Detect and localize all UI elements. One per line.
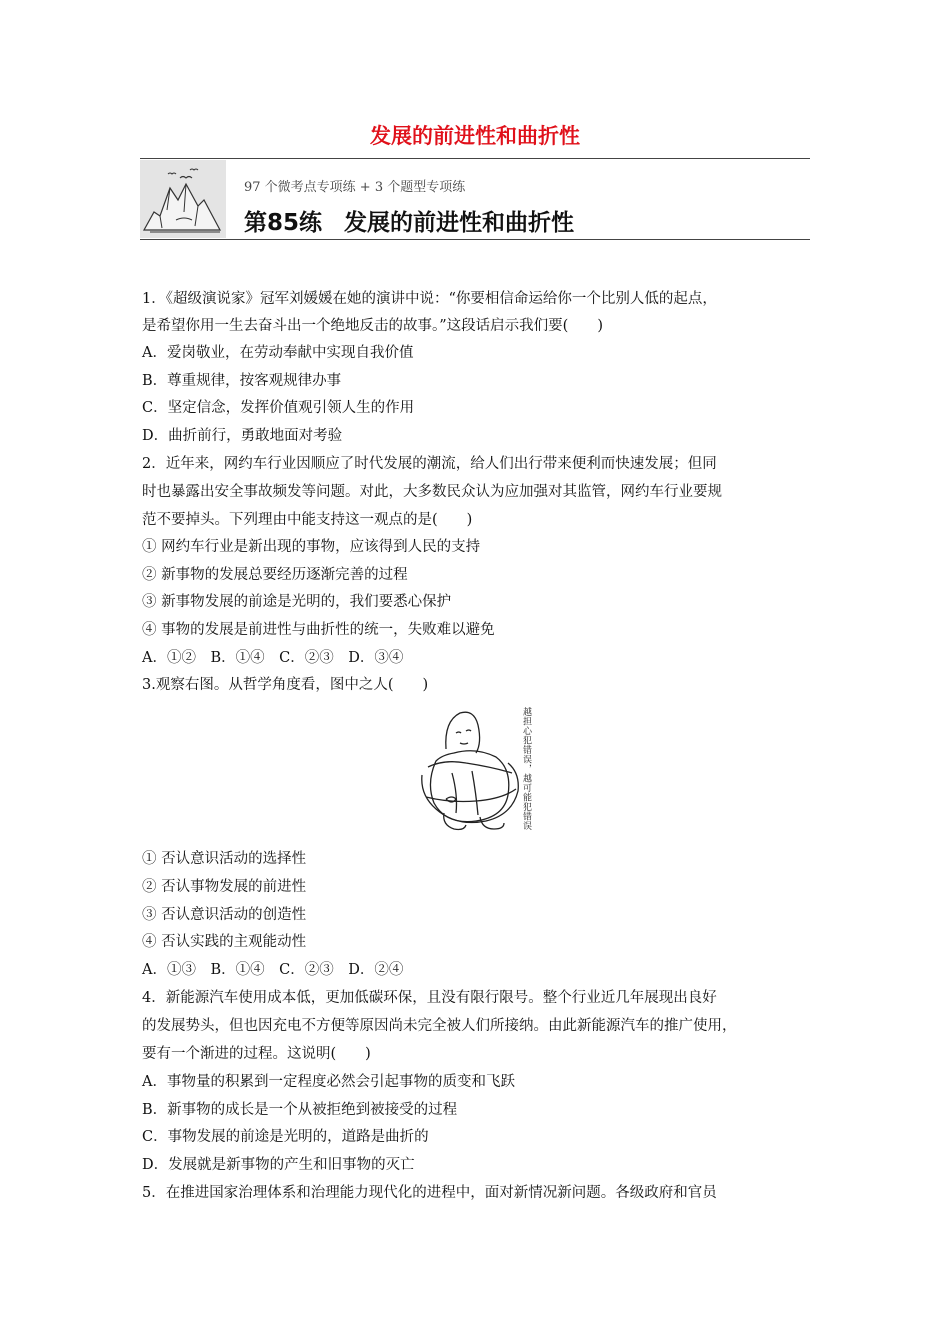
q2-stem-line-3: 范不要掉头。下列理由中能支持这一观点的是( ): [142, 512, 473, 528]
q3-stem: 3.观察右图。从哲学角度看，图中之人( ): [142, 677, 429, 693]
worried-man-cartoon: [416, 703, 540, 839]
q3-item-3: ③ 否认意识活动的创造性: [142, 907, 307, 923]
q4-option-b: B．新事物的成长是一个从被拒绝到被接受的过程: [142, 1102, 458, 1118]
q4-stem-line-3: 要有一个渐进的过程。这说明( ): [142, 1046, 371, 1062]
q2-stem-line-1: 2．近年来，网约车行业因顺应了时代发展的潮流，给人们出行带来便利而快速发展；但同: [142, 456, 717, 472]
q3-item-4: ④ 否认实践的主观能动性: [142, 934, 307, 950]
q1-option-d: D．曲折前行，勇敢地面对考验: [142, 428, 343, 444]
banner-bottom-rule: [140, 239, 810, 240]
q4-option-c: C．事物发展的前途是光明的，道路是曲折的: [142, 1129, 429, 1145]
page-title: 发展的前进性和曲折性: [370, 124, 580, 148]
q2-item-3: ③ 新事物发展的前途是光明的，我们要悉心保护: [142, 594, 452, 610]
exercise-title: 发展的前进性和曲折性: [344, 210, 575, 236]
q1-option-c: C．坚定信念，发挥价值观引领人生的作用: [142, 400, 415, 416]
exercise-banner: [140, 158, 810, 240]
q2-stem-line-2: 时也暴露出安全事故频发等问题。对此，大多数民众认为应加强对其监管，网约车行业要规: [142, 484, 722, 500]
series-subtitle: 97 个微考点专项练 + 3 个题型专项练: [244, 180, 466, 195]
q4-option-d: D．发展就是新事物的产生和旧事物的灭亡: [142, 1157, 415, 1173]
q5-stem-line-1: 5．在推进国家治理体系和治理能力现代化的进程中，面对新情况新问题。各级政府和官员: [142, 1185, 717, 1201]
q1-option-a: A．爱岗敬业，在劳动奉献中实现自我价值: [142, 345, 414, 361]
q1-stem-line-1: 1．《超级演说家》冠军刘媛媛在她的演讲中说：“你要相信命运给你一个比别人低的起点，: [142, 291, 717, 307]
q1-option-b: B．尊重规律，按客观规律办事: [142, 373, 342, 389]
exercise-heading: [244, 204, 574, 237]
q3-item-2: ② 否认事物发展的前进性: [142, 879, 307, 895]
q3-item-1: ① 否认意识活动的选择性: [142, 851, 307, 867]
q2-options: A．①② B．①④ C．②③ D．③④: [142, 650, 404, 666]
q2-item-1: ① 网约车行业是新出现的事物，应该得到人民的支持: [142, 539, 481, 555]
q2-item-4: ④ 事物的发展是前进性与曲折性的统一，失败难以避免: [142, 622, 495, 638]
mountain-birds-logo-icon: [140, 160, 226, 238]
q4-stem-line-1: 4．新能源汽车使用成本低，更加低碳环保，且没有限行限号。整个行业近几年展现出良好: [142, 990, 717, 1006]
q4-option-a: A．事物量的积累到一定程度必然会引起事物的质变和飞跃: [142, 1074, 515, 1090]
exercise-number: 第85练: [244, 210, 323, 236]
cartoon-caption: 越担心犯错误，越可能犯错误: [521, 707, 531, 831]
q3-options: A．①③ B．①④ C．②③ D．②④: [142, 962, 404, 978]
banner-top-rule: [140, 158, 810, 159]
q2-item-2: ② 新事物的发展总要经历逐渐完善的过程: [142, 567, 408, 583]
q1-stem-line-2: 是希望你用一生去奋斗出一个绝地反击的故事。”这段话启示我们要( ): [142, 318, 603, 334]
q4-stem-line-2: 的发展势头，但也因充电不方便等原因尚未完全被人们所接纳。由此新能源汽车的推广使用，: [142, 1018, 737, 1034]
